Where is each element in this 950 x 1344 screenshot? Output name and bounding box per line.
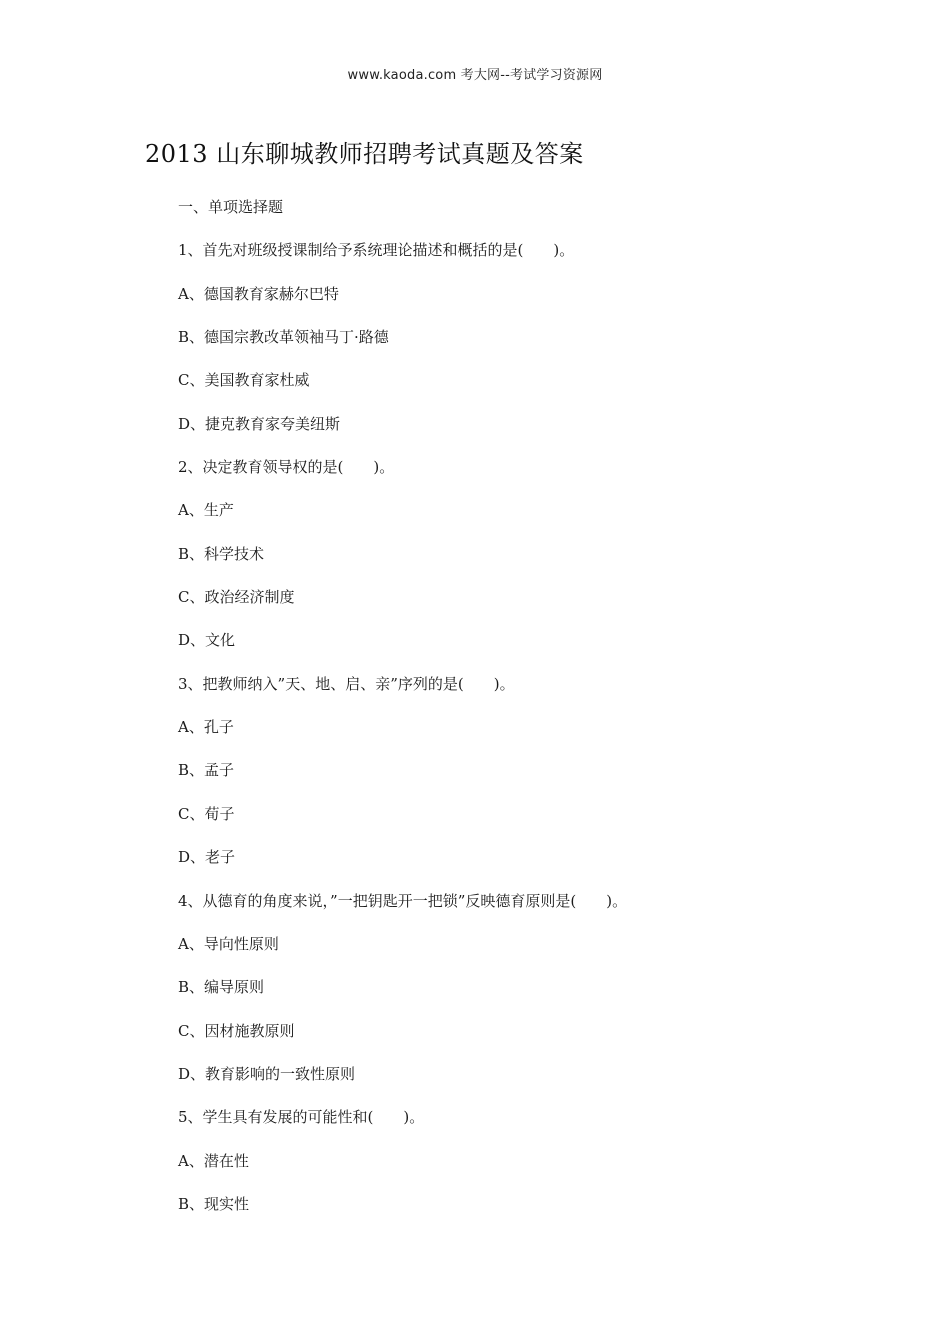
document-body	[178, 196, 878, 1236]
question-5: 5、学生具有发展的可能性和( )。	[178, 1108, 425, 1127]
question-2: 2、决定教育领导权的是( )。	[178, 458, 395, 477]
section-heading: 一、单项选择题	[178, 198, 284, 216]
question-1: 1、首先对班级授课制给予系统理论描述和概括的是( )。	[178, 241, 575, 260]
question-1-option-a: A、德国教育家赫尔巴特	[178, 284, 339, 303]
question-4-option-b: B、编导原则	[178, 978, 265, 997]
question-4-option-d: D、教育影响的一致性原则	[178, 1064, 356, 1083]
question-1-option-c: C、美国教育家杜威	[178, 371, 310, 390]
question-5-option-a: A、潜在性	[178, 1151, 249, 1170]
question-4-option-a: A、导向性原则	[178, 934, 279, 953]
question-3-option-c: C、荀子	[178, 804, 235, 823]
question-5-option-b: B、现实性	[178, 1194, 250, 1213]
question-2-option-d: D、文化	[178, 631, 236, 650]
question-3-option-a: A、孔子	[178, 718, 234, 737]
question-2-option-a: A、生产	[178, 501, 234, 520]
question-1-option-d: D、捷克教育家夸美纽斯	[178, 414, 341, 433]
question-3-option-d: D、老子	[178, 848, 236, 867]
page-header: www.kaoda.com 考大网--考试学习资源网	[347, 68, 603, 83]
question-2-option-c: C、政治经济制度	[178, 588, 295, 607]
question-2-option-b: B、科学技术	[178, 544, 265, 563]
page-title: 2013 山东聊城教师招聘考试真题及答案	[145, 140, 584, 168]
question-4-option-c: C、因材施教原则	[178, 1021, 295, 1040]
question-4: 4、从德育的角度来说，”一把钥匙开一把锁”反映德育原则是( )。	[178, 891, 628, 910]
question-3-option-b: B、孟子	[178, 761, 235, 780]
question-3: 3、把教师纳入”天、地、启、亲”序列的是( )。	[178, 674, 515, 693]
question-1-option-b: B、德国宗教改革领袖马丁·路德	[178, 328, 389, 347]
